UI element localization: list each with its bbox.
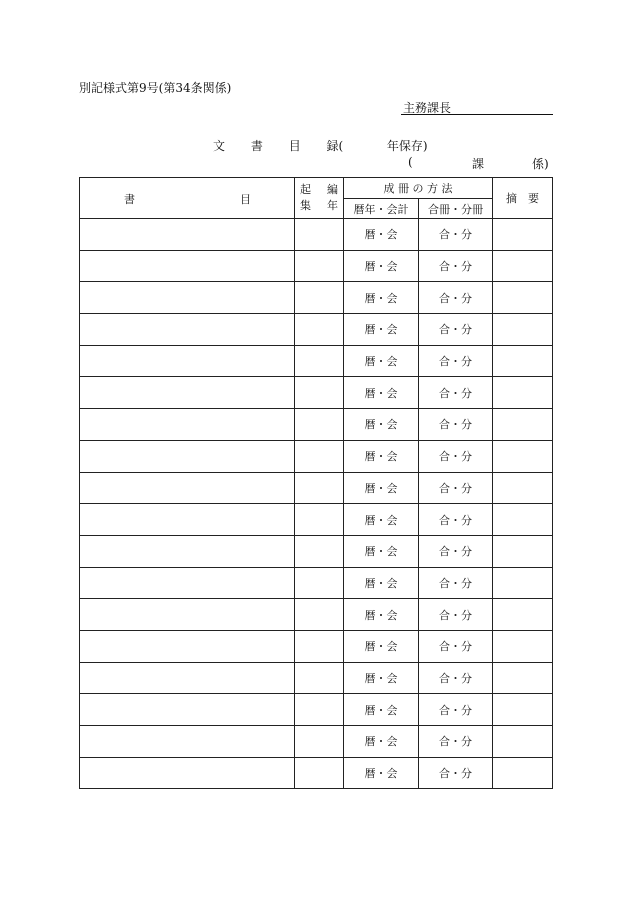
table-row [80, 567, 553, 599]
table-row [80, 409, 553, 441]
header-doc-char-a: 書 [124, 193, 135, 206]
summary-cell[interactable] [493, 630, 553, 662]
title-retention: 年保存) [386, 139, 428, 153]
header-doc-char-b: 目 [240, 193, 251, 206]
compilation-year-cell[interactable] [295, 250, 344, 282]
compilation-year-cell[interactable] [295, 630, 344, 662]
summary-cell[interactable] [493, 282, 553, 314]
year-type-cell[interactable]: 暦・会 [344, 377, 419, 409]
summary-cell[interactable] [493, 250, 553, 282]
section-kakari: 係) [532, 157, 549, 171]
summary-cell[interactable] [493, 535, 553, 567]
year-type-cell[interactable]: 暦・会 [344, 250, 419, 282]
summary-cell[interactable] [493, 345, 553, 377]
document-name-cell[interactable] [80, 409, 295, 441]
compilation-year-cell[interactable] [295, 662, 344, 694]
document-name-cell[interactable] [80, 282, 295, 314]
table-row [80, 662, 553, 694]
year-type-cell[interactable]: 暦・会 [344, 440, 419, 472]
document-name-cell[interactable] [80, 630, 295, 662]
compilation-year-cell[interactable] [295, 345, 344, 377]
binding-type-cell[interactable]: 合・分 [419, 472, 493, 504]
table-row [80, 282, 553, 314]
document-name-cell[interactable] [80, 219, 295, 251]
document-name-cell[interactable] [80, 440, 295, 472]
summary-cell[interactable] [493, 726, 553, 758]
year-type-cell[interactable]: 暦・会 [344, 535, 419, 567]
compilation-year-cell[interactable] [295, 219, 344, 251]
summary-cell[interactable] [493, 757, 553, 789]
table-row [80, 345, 553, 377]
binding-type-cell[interactable]: 合・分 [419, 314, 493, 346]
title-char-4: 録( [326, 139, 344, 153]
compilation-year-cell[interactable] [295, 599, 344, 631]
summary-cell[interactable] [493, 440, 553, 472]
table-row [80, 377, 553, 409]
section-ka: 課 [472, 157, 485, 171]
header-row-1 [80, 178, 553, 199]
summary-cell[interactable] [493, 472, 553, 504]
binding-type-cell[interactable]: 合・分 [419, 219, 493, 251]
document-name-cell[interactable] [80, 567, 295, 599]
chief-label: 主務課長 [403, 101, 452, 115]
compilation-year-cell[interactable] [295, 472, 344, 504]
year-type-cell[interactable]: 暦・会 [344, 694, 419, 726]
year-type-cell[interactable]: 暦・会 [344, 219, 419, 251]
year-type-cell[interactable]: 暦・会 [344, 630, 419, 662]
document-name-cell[interactable] [80, 504, 295, 536]
document-name-cell[interactable] [80, 472, 295, 504]
compilation-year-cell[interactable] [295, 757, 344, 789]
binding-type-cell[interactable]: 合・分 [419, 757, 493, 789]
header-summary: 摘 要 [493, 178, 553, 219]
binding-type-cell[interactable]: 合・分 [419, 504, 493, 536]
binding-type-cell[interactable]: 合・分 [419, 250, 493, 282]
summary-cell[interactable] [493, 504, 553, 536]
year-type-cell[interactable]: 暦・会 [344, 599, 419, 631]
document-name-cell[interactable] [80, 377, 295, 409]
year-type-cell[interactable]: 暦・会 [344, 345, 419, 377]
table-row [80, 314, 553, 346]
table-row [80, 219, 553, 251]
binding-type-cell[interactable]: 合・分 [419, 662, 493, 694]
table-row [80, 504, 553, 536]
compilation-year-cell[interactable] [295, 567, 344, 599]
header-binding-method: 成 冊 の 方 法 [344, 178, 493, 199]
document-name-cell[interactable] [80, 314, 295, 346]
table-row [80, 535, 553, 567]
document-name-cell[interactable] [80, 250, 295, 282]
binding-type-cell[interactable]: 合・分 [419, 567, 493, 599]
summary-cell[interactable] [493, 219, 553, 251]
binding-type-cell[interactable]: 合・分 [419, 630, 493, 662]
document-name-cell[interactable] [80, 345, 295, 377]
year-type-cell[interactable]: 暦・会 [344, 757, 419, 789]
compilation-year-cell[interactable] [295, 535, 344, 567]
binding-type-cell[interactable]: 合・分 [419, 282, 493, 314]
table-row [80, 472, 553, 504]
year-type-cell[interactable]: 暦・会 [344, 472, 419, 504]
subheader-binding-type: 合冊・分冊 [419, 199, 493, 219]
summary-cell[interactable] [493, 314, 553, 346]
compilation-year-cell[interactable] [295, 409, 344, 441]
binding-type-cell[interactable]: 合・分 [419, 440, 493, 472]
document-name-cell[interactable] [80, 726, 295, 758]
chief-signature-line[interactable] [401, 99, 553, 115]
binding-type-cell[interactable]: 合・分 [419, 694, 493, 726]
document-name-cell[interactable] [80, 694, 295, 726]
table-row [80, 250, 553, 282]
header-compilation-year: 起 編 集 年 [295, 178, 344, 219]
summary-cell[interactable] [493, 599, 553, 631]
compilation-year-cell[interactable] [295, 504, 344, 536]
table-row [80, 694, 553, 726]
summary-cell[interactable] [493, 694, 553, 726]
table-row [80, 630, 553, 662]
binding-type-cell[interactable]: 合・分 [419, 377, 493, 409]
binding-type-cell[interactable]: 合・分 [419, 345, 493, 377]
year-type-cell[interactable]: 暦・会 [344, 282, 419, 314]
compilation-year-cell[interactable] [295, 726, 344, 758]
binding-type-cell[interactable]: 合・分 [419, 535, 493, 567]
binding-type-cell[interactable]: 合・分 [419, 726, 493, 758]
binding-type-cell[interactable]: 合・分 [419, 409, 493, 441]
title-char-2: 書 [250, 139, 263, 153]
summary-cell[interactable] [493, 409, 553, 441]
year-type-cell[interactable]: 暦・会 [344, 504, 419, 536]
document-list-table [79, 177, 553, 789]
document-name-cell[interactable] [80, 757, 295, 789]
year-type-cell[interactable]: 暦・会 [344, 409, 419, 441]
year-type-cell[interactable]: 暦・会 [344, 726, 419, 758]
document-title [213, 137, 428, 154]
table-row [80, 440, 553, 472]
table-row [80, 599, 553, 631]
compilation-year-cell[interactable] [295, 282, 344, 314]
compilation-year-cell[interactable] [295, 314, 344, 346]
table-row [80, 757, 553, 789]
document-name-cell[interactable] [80, 535, 295, 567]
summary-cell[interactable] [493, 567, 553, 599]
table-row [80, 726, 553, 758]
header-document-name [80, 178, 295, 219]
year-type-cell[interactable]: 暦・会 [344, 314, 419, 346]
form-reference: 別記様式第9号(第34条関係) [79, 81, 232, 95]
summary-cell[interactable] [493, 377, 553, 409]
document-name-cell[interactable] [80, 599, 295, 631]
year-type-cell[interactable]: 暦・会 [344, 567, 419, 599]
compilation-year-cell[interactable] [295, 377, 344, 409]
title-char-1: 文 [213, 139, 226, 153]
compilation-year-cell[interactable] [295, 694, 344, 726]
binding-type-cell[interactable]: 合・分 [419, 599, 493, 631]
section-open-paren: ( [408, 155, 413, 169]
summary-cell[interactable] [493, 662, 553, 694]
document-name-cell[interactable] [80, 662, 295, 694]
title-char-3: 目 [288, 139, 301, 153]
subheader-year-type: 暦年・会計 [344, 199, 419, 219]
year-type-cell[interactable]: 暦・会 [344, 662, 419, 694]
compilation-year-cell[interactable] [295, 440, 344, 472]
